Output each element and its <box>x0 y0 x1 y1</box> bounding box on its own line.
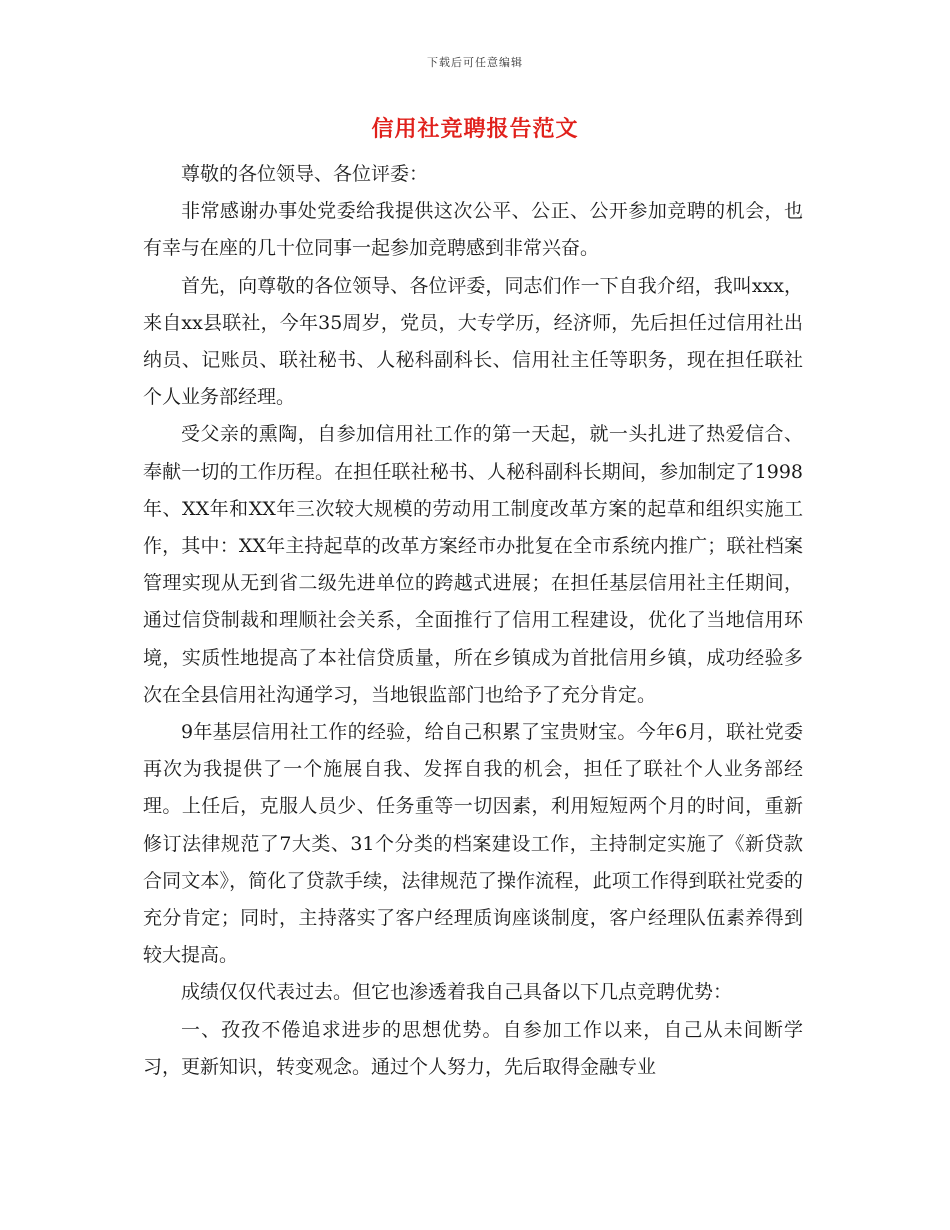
paragraph-advantage-one: 一、孜孜不倦追求进步的思想优势。自参加工作以来，自己从未间断学习，更新知识，转变观念。通过个人努力，先后取得金融专业 <box>143 1018 803 1078</box>
paragraph-experience: 9年基层信用社工作的经验，给自己积累了宝贵财宝。今年6月，联社党委再次为我提供了一个施展自我、发挥自我的机会，担任了联社个人业务部经理。上任后，克服人员少、任务重等一切因素，利用短短两个月的时间，重新修订法律规范了7大类、31个分类的档案建设工作，主持制定实施了《新贷款合同文本》，简化了贷款手续，法律规范了操作流程，此项工作得到联社党委的充分肯定；同时，主持落实了客户经理质询座谈制度，客户经理队伍素养得到较大提高。 <box>143 721 803 967</box>
paragraph-advantages-intro: 成绩仅仅代表过去。但它也渗透着我自己具备以下几点竞聘优势： <box>181 981 733 1004</box>
document-body <box>143 156 803 1086</box>
paragraph-thanks: 非常感谢办事处党委给我提供这次公平、公正、公开参加竞聘的机会，也有幸与在座的几十位同事一起参加竞聘感到非常兴奋。 <box>143 200 803 260</box>
paragraph-introduction: 首先，向尊敬的各位领导、各位评委，同志们作一下自我介绍，我叫xxx，来自xx县联社，今年35周岁，党员，大专学历，经济师，先后担任过信用社出纳员、记账员、联社秘书、人秘科副科长、信用社主任等职务，现在担任联社个人业务部经理。 <box>143 274 803 409</box>
paragraph-salutation: 尊敬的各位领导、各位评委： <box>181 163 429 185</box>
header-note: 下载后可任意编辑 <box>427 56 523 69</box>
document-title: 信用社竞聘报告范文 <box>371 116 579 142</box>
paragraph-work-history: 受父亲的熏陶，自参加信用社工作的第一天起，就一头扎进了热爱信合、奉献一切的工作历程。在担任联社秘书、人秘科副科长期间，参加制定了1998年、XX年和XX年三次较大规模的劳动用工制度改革方案的起草和组织实施工作，其中：XX年主持起草的改革方案经市办批复在全市系统内推广；联社档案管理实现从无到省二级先进单位的跨越式进展；在担任基层信用社主任期间，通过信贷制裁和理顺社会关系，全面推行了信用工程建设，优化了当地信用环境，实质性地提高了本社信贷质量，所在乡镇成为首批信用乡镇，成功经验多次在全县信用社沟通学习，当地银监部门也给予了充分肯定。 <box>143 423 803 706</box>
